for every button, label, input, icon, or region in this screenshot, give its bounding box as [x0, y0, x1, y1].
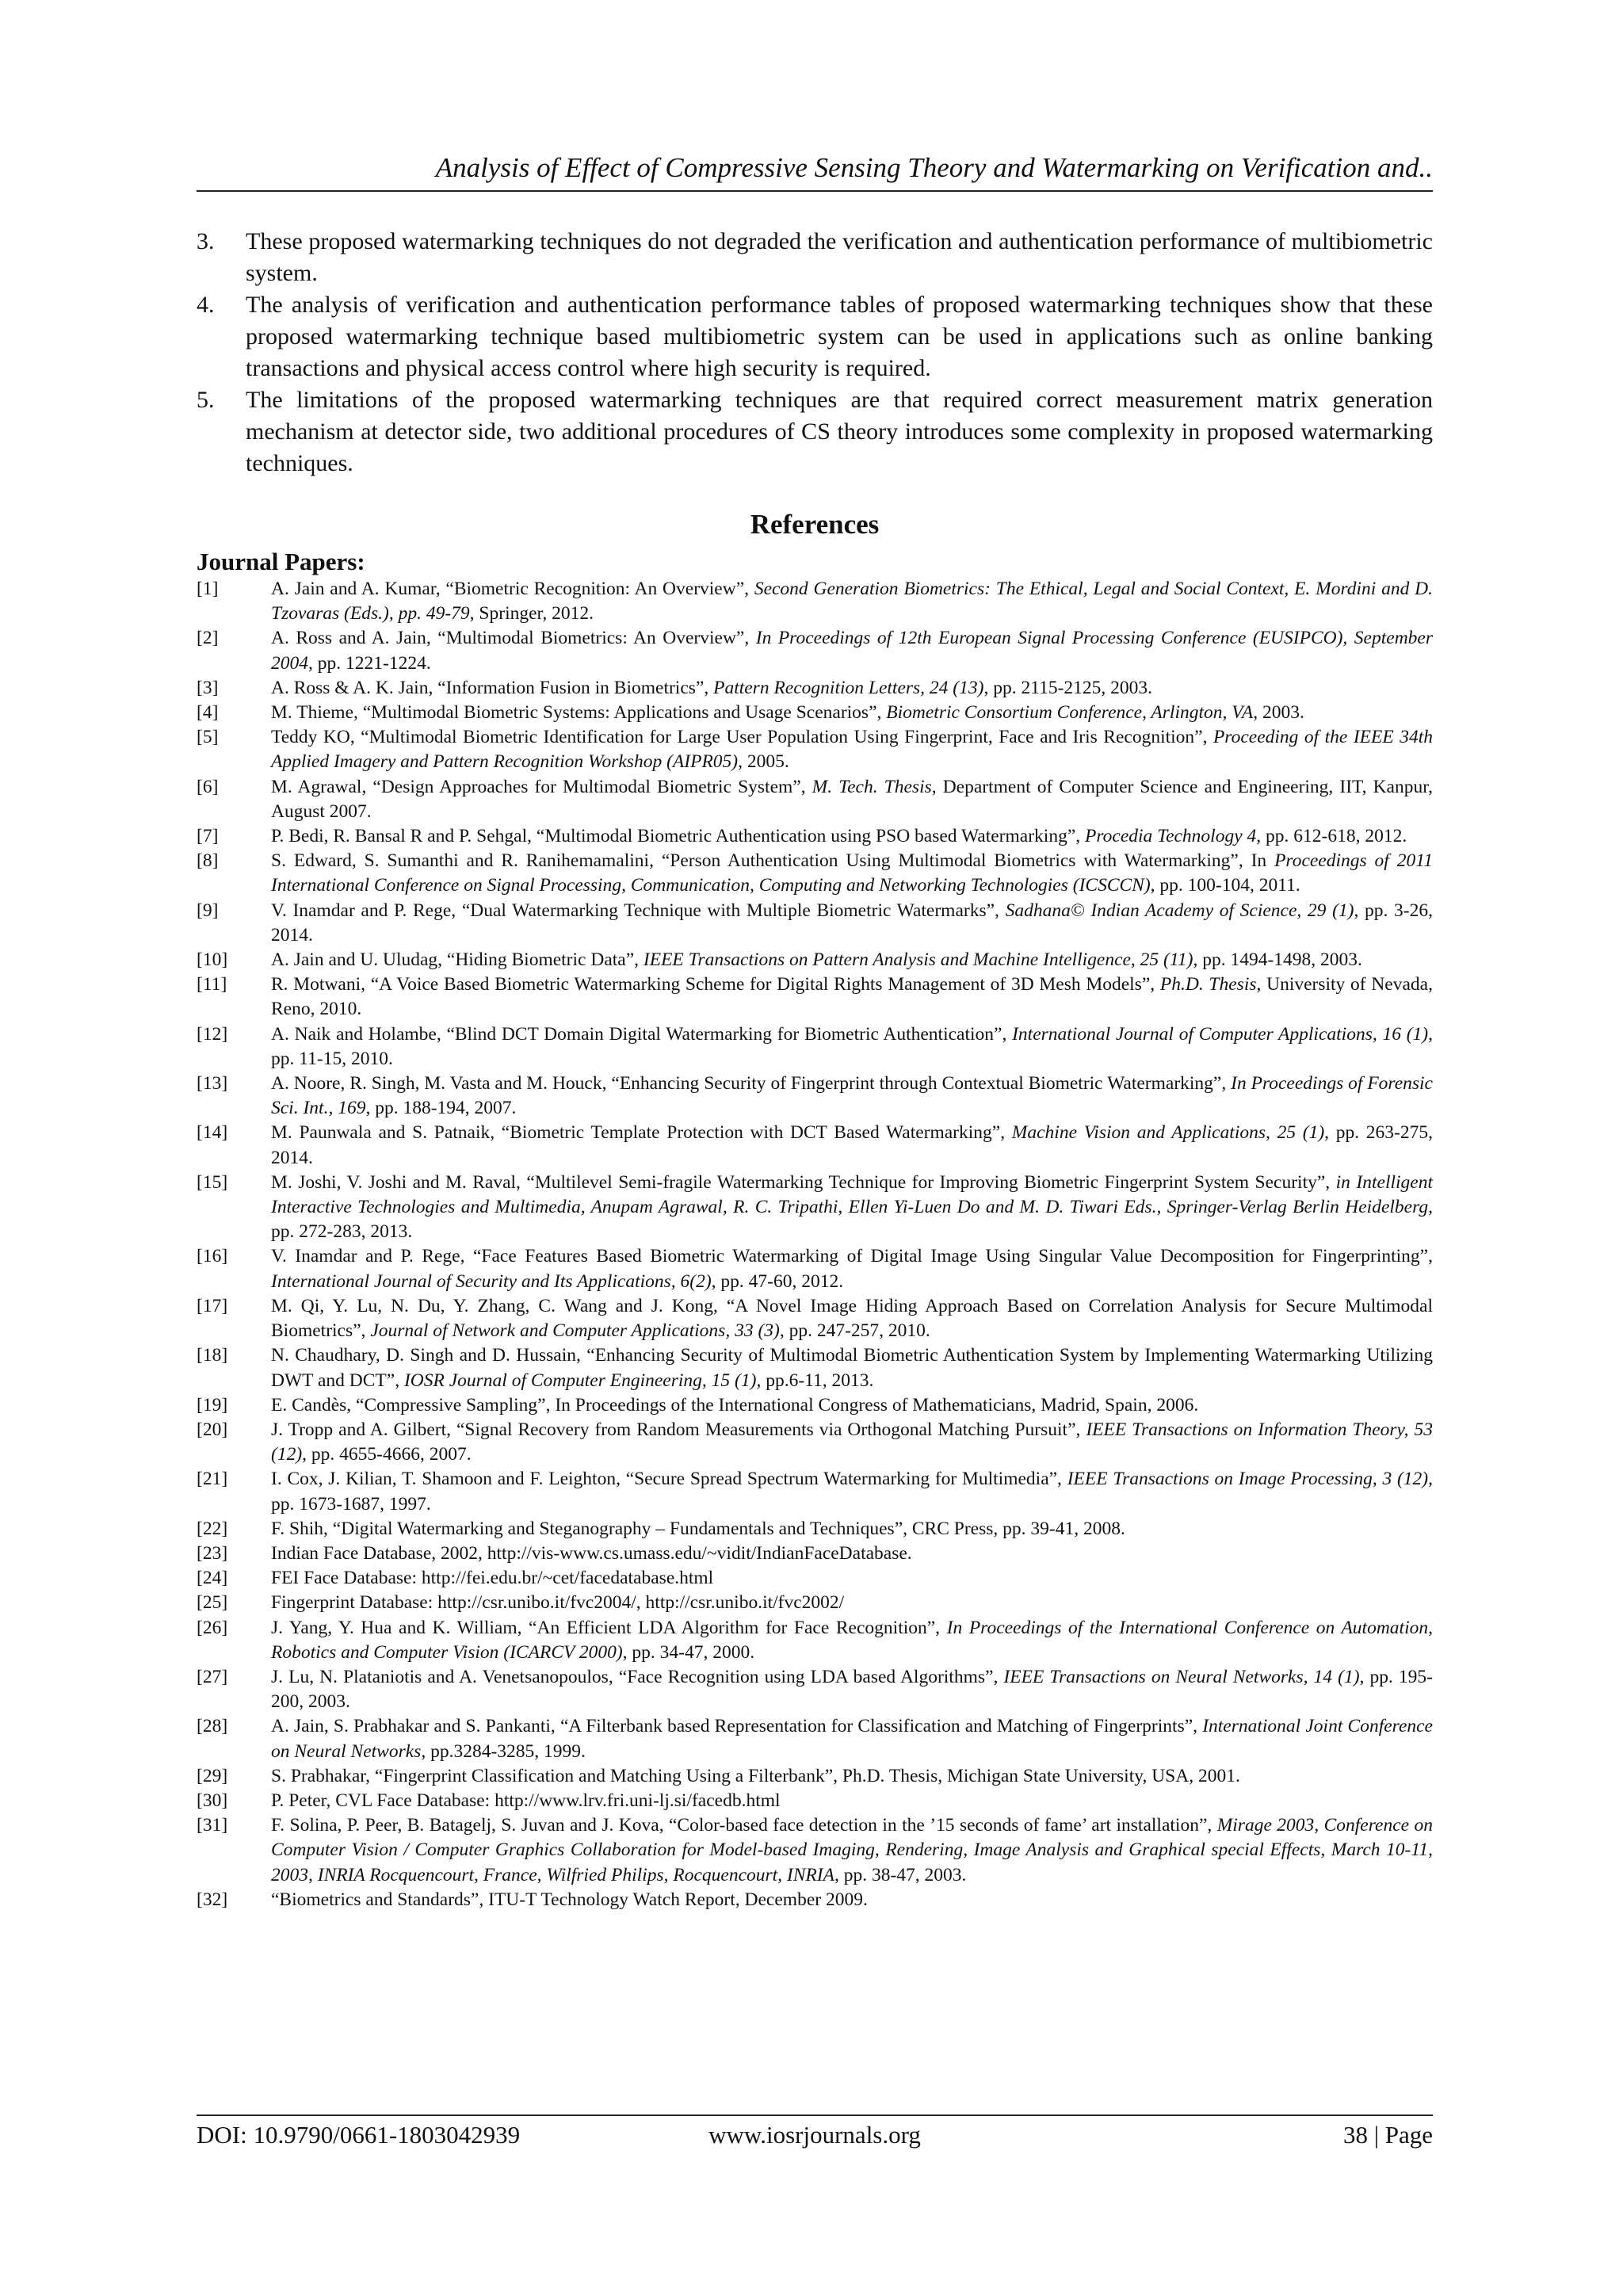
reference-number: [14] — [197, 1122, 228, 1144]
reference-number: [12] — [197, 1023, 228, 1045]
reference-text — [271, 948, 1433, 972]
reference-source: In Proceedings of 12th European Signal Processing Conference (EUSIPCO), September 2004 — [271, 628, 1433, 674]
reference-number: [21] — [197, 1469, 228, 1490]
reference-item — [197, 1171, 1433, 1245]
reference-text — [271, 577, 1433, 626]
reference-segment: M. Paunwala and S. Patnaik, “Biometric Template Protection with DCT Based Watermarking”, — [271, 1122, 1012, 1144]
reference-source: IOSR Journal of Computer Engineering, 15 (1) — [403, 1370, 757, 1391]
reference-source: Proceedings of 2011 International Conference on Signal Processing, Communication, Computing and Networking Technologies (ICSCCN) — [271, 850, 1433, 896]
reference-number: [11] — [197, 974, 227, 995]
reference-segment: , University of Nevada, Reno, 2010. — [271, 974, 1433, 1020]
reference-text — [271, 1517, 1433, 1541]
reference-item — [197, 1343, 1433, 1392]
reference-segment: A. Ross & A. K. Jain, “Information Fusion in Biometrics”, — [271, 677, 714, 698]
reference-segment: S. Edward, S. Sumanthi and R. Ranihemamalini, “Person Authentication Using Multimodal Biometrics with Watermarking”, In — [271, 850, 1275, 872]
reference-text — [271, 1072, 1433, 1121]
reference-item — [197, 676, 1433, 701]
reference-segment: A. Jain, S. Prabhakar and S. Pankanti, “A Filterbank based Representation for Classification and Matching of Fingerprints”, — [271, 1716, 1203, 1737]
reference-segment: A. Ross and A. Jain, “Multimodal Biometrics: An Overview”, — [271, 628, 756, 649]
reference-segment: A. Naik and Holambe, “Blind DCT Domain Digital Watermarking for Biometric Authentication”, — [271, 1023, 1013, 1045]
reference-text — [271, 1171, 1433, 1245]
reference-number: [7] — [197, 826, 219, 847]
reference-text — [271, 1591, 1433, 1615]
reference-segment: , pp. 11-15, 2010. — [271, 1023, 1433, 1069]
reference-text — [271, 899, 1433, 948]
reference-number: [3] — [197, 677, 219, 698]
reference-number: [10] — [197, 949, 228, 971]
reference-number: [27] — [197, 1666, 228, 1687]
reference-text — [271, 1665, 1433, 1714]
reference-segment: E. Candès, “Compressive Sampling”, In Proceedings of the International Congress of Mathematicians, Madrid, Spain, 2006. — [271, 1394, 1199, 1415]
reference-segment: V. Inamdar and P. Rege, “Dual Watermarking Technique with Multiple Biometric Watermarks”, — [271, 900, 1006, 921]
reference-source: M. Tech. Thesis — [812, 776, 932, 797]
reference-item — [197, 948, 1433, 972]
reference-item — [197, 1244, 1433, 1293]
reference-segment: , pp. 47-60, 2012. — [711, 1270, 844, 1292]
reference-number: [32] — [197, 1889, 228, 1910]
reference-segment: , pp. 1221-1224. — [308, 652, 431, 674]
reference-segment: , pp. 34-47, 2000. — [622, 1641, 755, 1663]
reference-item — [197, 1789, 1433, 1813]
reference-item — [197, 972, 1433, 1022]
reference-number: [15] — [197, 1171, 228, 1193]
reference-item — [197, 1121, 1433, 1170]
reference-number: [30] — [197, 1790, 228, 1811]
conclusion-item — [197, 226, 1433, 289]
reference-source: International Journal of Computer Applications, 16 (1) — [1012, 1023, 1429, 1045]
reference-segment: , pp. 4655-4666, 2007. — [302, 1444, 472, 1465]
reference-source: International Joint Conference on Neural Networks — [271, 1716, 1433, 1762]
reference-source: Sadhana© Indian Academy of Science, 29 (1) — [1005, 900, 1354, 921]
reference-number: [24] — [197, 1568, 228, 1589]
reference-segment: Indian Face Database, 2002, http://vis-www.cs.umass.edu/~vidit/IndianFaceDatabase. — [271, 1542, 912, 1564]
reference-text — [271, 1393, 1433, 1418]
reference-segment: F. Shih, “Digital Watermarking and Steganography – Fundamentals and Techniques”, CRC Press, pp. 39-41, 2008. — [271, 1518, 1125, 1539]
reference-item — [197, 1591, 1433, 1615]
reference-text — [271, 1616, 1433, 1665]
reference-source: Machine Vision and Applications, 25 (1) — [1011, 1122, 1325, 1144]
reference-segment: “Biometrics and Standards”, ITU-T Technology Watch Report, December 2009. — [271, 1889, 868, 1910]
reference-source: In Proceedings of Forensic Sci. Int., 169 — [271, 1073, 1433, 1119]
reference-segment: , 2003. — [1253, 702, 1304, 724]
reference-segment: Fingerprint Database: http://csr.unibo.it/fvc2004/, http://csr.unibo.it/fvc2002/ — [271, 1592, 845, 1614]
reference-segment: M. Joshi, V. Joshi and M. Raval, “Multilevel Semi-fragile Watermarking Technique for Improving Biometric Fingerprint System Security”, — [271, 1171, 1336, 1193]
reference-number: [5] — [197, 727, 219, 748]
reference-source: In Proceedings of the International Conference on Automation, Robotics and Computer Vision (ICARCV 2000) — [271, 1617, 1433, 1663]
reference-item — [197, 1813, 1433, 1888]
reference-item — [197, 1616, 1433, 1665]
reference-segment: I. Cox, J. Kilian, T. Shamoon and F. Leighton, “Secure Spread Spectrum Watermarking for Multimedia”, — [271, 1469, 1067, 1490]
footer-site-link[interactable]: www.iosrjournals.org — [708, 2121, 921, 2149]
conclusion-list — [197, 226, 1433, 479]
reference-source: Journal of Network and Computer Applications, 33 (3) — [370, 1320, 780, 1342]
references-heading: References — [750, 509, 880, 540]
reference-item — [197, 1764, 1433, 1789]
reference-number: [20] — [197, 1419, 228, 1440]
reference-segment: , pp. 3-26, 2014. — [271, 900, 1433, 946]
reference-source: IEEE Transactions on Neural Networks, 14 (1) — [1003, 1666, 1360, 1687]
reference-item — [197, 824, 1433, 849]
reference-segment: F. Solina, P. Peer, B. Batagelj, S. Juvan and J. Kova, “Color-based face detection in the ’15 seconds of fame’ art installation”, — [271, 1815, 1217, 1836]
reference-segment: FEI Face Database: http://fei.edu.br/~cet/facedatabase.html — [271, 1568, 714, 1589]
footer-page-number: 38 | Page — [1343, 2121, 1433, 2149]
reference-number: [19] — [197, 1394, 228, 1415]
reference-number: [2] — [197, 628, 219, 649]
reference-number: [26] — [197, 1617, 228, 1638]
reference-source: Biometric Consortium Conference, Arlington, VA — [886, 702, 1254, 724]
reference-item — [197, 1393, 1433, 1418]
reference-text — [271, 1764, 1433, 1789]
reference-source: Pattern Recognition Letters, 24 (13) — [713, 677, 984, 698]
reference-item — [197, 1072, 1433, 1121]
reference-item — [197, 849, 1433, 898]
reference-number: [23] — [197, 1542, 228, 1564]
reference-number: [9] — [197, 900, 219, 921]
reference-source: Second Generation Biometrics: The Ethical, Legal and Social Context, E. Mordini and D. Tzovaras (Eds.), pp. 49-79 — [271, 579, 1433, 625]
reference-text — [271, 1244, 1433, 1293]
header-rule — [197, 190, 1433, 192]
reference-segment: A. Jain and A. Kumar, “Biometric Recognition: An Overview”, — [271, 579, 754, 599]
reference-segment: , pp. 100-104, 2011. — [1150, 875, 1300, 896]
reference-segment: , 2005. — [738, 751, 789, 773]
journal-papers-label: Journal Papers: — [197, 548, 365, 575]
reference-text — [271, 676, 1433, 701]
reference-item — [197, 1714, 1433, 1763]
reference-segment: M. Thieme, “Multimodal Biometric Systems: Applications and Usage Scenarios”, — [271, 702, 887, 724]
reference-list — [197, 577, 1433, 1912]
conclusion-number: 5. — [197, 387, 215, 413]
reference-text — [271, 1022, 1433, 1072]
page-footer — [197, 2119, 1433, 2151]
conclusion-item — [197, 384, 1433, 479]
reference-text — [271, 1343, 1433, 1392]
reference-segment: P. Peter, CVL Face Database: http://www.lrv.fri.uni-lj.si/facedb.html — [271, 1790, 781, 1811]
reference-text — [271, 849, 1433, 898]
reference-text — [271, 824, 1433, 849]
reference-source: IEEE Transactions on Information Theory, 53 (12) — [271, 1419, 1433, 1465]
reference-item — [197, 775, 1433, 824]
reference-segment: , pp. 188-194, 2007. — [365, 1098, 517, 1119]
reference-item — [197, 1888, 1433, 1912]
reference-number: [1] — [197, 579, 219, 599]
conclusion-text: The analysis of verification and authentication performance tables of proposed watermarking techniques show that these proposed watermarking technique based multibiometric system can be used in applications such as online banking transactions and physical access control where high security is required. — [246, 292, 1433, 381]
reference-segment: , pp. 272-283, 2013. — [271, 1197, 1433, 1243]
reference-source: IEEE Transactions on Pattern Analysis and Machine Intelligence, 25 (11) — [643, 949, 1193, 971]
reference-item — [197, 1022, 1433, 1072]
reference-item — [197, 1467, 1433, 1516]
reference-text — [271, 626, 1433, 675]
reference-text — [271, 1714, 1433, 1763]
reference-text — [271, 1418, 1433, 1467]
reference-source: Mirage 2003, Conference on Computer Vision / Computer Graphics Collaboration for Model-based Imaging, Rendering, Image Analysis and Graphical special Effects, March 10-11, 2003, INRIA Rocquencourt, France, Wilfried Philips, Rocquencourt, INRIA — [271, 1815, 1433, 1885]
reference-text — [271, 701, 1433, 725]
reference-segment: Teddy KO, “Multimodal Biometric Identification for Large User Population Using Fingerprint, Face and Iris Recognition”, — [271, 727, 1213, 748]
reference-item — [197, 1566, 1433, 1591]
reference-text — [271, 1813, 1433, 1888]
reference-segment: V. Inamdar and P. Rege, “Face Features Based Biometric Watermarking of Digital Image Using Singular Value Decomposition for Fingerprinting”, — [271, 1246, 1433, 1267]
reference-segment: N. Chaudhary, D. Singh and D. Hussain, “Enhancing Security of Multimodal Biometric Authentication System by Implementing Watermarking Utilizing DWT and DCT”, — [271, 1345, 1433, 1391]
reference-item — [197, 1517, 1433, 1541]
reference-item — [197, 1294, 1433, 1343]
reference-number: [29] — [197, 1765, 228, 1786]
reference-segment: S. Prabhakar, “Fingerprint Classification and Matching Using a Filterbank”, Ph.D. Thesis, Michigan State University, USA, 2001. — [271, 1765, 1240, 1786]
reference-number: [22] — [197, 1518, 228, 1539]
reference-number: [6] — [197, 776, 219, 797]
reference-source: Ph.D. Thesis — [1159, 974, 1257, 995]
reference-number: [25] — [197, 1592, 228, 1614]
reference-number: [8] — [197, 850, 219, 872]
reference-item — [197, 1541, 1433, 1566]
reference-item — [197, 626, 1433, 675]
reference-text — [271, 1294, 1433, 1343]
reference-segment: , Springer, 2012. — [469, 603, 594, 625]
reference-number: [13] — [197, 1073, 228, 1095]
reference-segment: M. Qi, Y. Lu, N. Du, Y. Zhang, C. Wang and J. Kong, “A Novel Image Hiding Approach Based on Correlation Analysis for Secure Multimodal Biometrics”, — [271, 1295, 1433, 1342]
reference-item — [197, 725, 1433, 774]
reference-text — [271, 775, 1433, 824]
reference-segment: , pp. 1494-1498, 2003. — [1193, 949, 1362, 971]
reference-segment: , pp. 263-275, 2014. — [271, 1122, 1433, 1168]
reference-segment: , pp.6-11, 2013. — [756, 1370, 874, 1391]
running-header: Analysis of Effect of Compressive Sensing Theory and Watermarking on Verification and.. — [435, 152, 1433, 183]
conclusion-text: The limitations of the proposed watermarking techniques are that required correct measurement matrix generation mechanism at detector side, two additional procedures of CS theory introduces some complexity in proposed watermarking techniques. — [246, 387, 1433, 476]
conclusion-number: 3. — [197, 228, 215, 254]
footer-doi: DOI: 10.9790/0661-1803042939 — [197, 2121, 521, 2149]
reference-segment: J. Lu, N. Plataniotis and A. Venetsanopoulos, “Face Recognition using LDA based Algorithms”, — [271, 1666, 1004, 1687]
reference-segment: , pp. 1673-1687, 1997. — [271, 1469, 1433, 1515]
reference-segment: M. Agrawal, “Design Approaches for Multimodal Biometric System”, — [271, 776, 812, 797]
reference-segment: , pp. 247-257, 2010. — [779, 1320, 930, 1342]
reference-segment: J. Tropp and A. Gilbert, “Signal Recovery from Random Measurements via Orthogonal Matching Pursuit”, — [271, 1419, 1086, 1440]
reference-text — [271, 1566, 1433, 1591]
reference-text — [271, 725, 1433, 774]
reference-segment: A. Jain and U. Uludag, “Hiding Biometric Data”, — [271, 949, 643, 971]
reference-segment: A. Noore, R. Singh, M. Vasta and M. Houck, “Enhancing Security of Fingerprint through Contextual Biometric Watermarking”, — [271, 1073, 1232, 1095]
reference-text — [271, 972, 1433, 1022]
reference-source: in Intelligent Interactive Technologies and Multimedia, Anupam Agrawal, R. C. Tripathi, Ellen Yi-Luen Do and M. D. Tiwari Eds., Springer-Verlag Berlin Heidelberg — [271, 1171, 1433, 1218]
reference-text — [271, 1541, 1433, 1566]
reference-item — [197, 577, 1433, 626]
reference-segment: , pp. 38-47, 2003. — [834, 1864, 967, 1885]
reference-item — [197, 1418, 1433, 1467]
footer-rule — [197, 2115, 1433, 2116]
reference-segment: , pp. 2115-2125, 2003. — [983, 677, 1153, 698]
reference-text — [271, 1789, 1433, 1813]
reference-segment: R. Motwani, “A Voice Based Biometric Watermarking Scheme for Digital Rights Management of 3D Mesh Models”, — [271, 974, 1160, 995]
reference-segment: P. Bedi, R. Bansal R and P. Sehgal, “Multimodal Biometric Authentication using PSO based Watermarking”, — [271, 826, 1086, 847]
conclusion-item — [197, 289, 1433, 384]
reference-item — [197, 899, 1433, 948]
reference-source: Proceeding of the IEEE 34th Applied Imagery and Pattern Recognition Workshop (AIPR05) — [271, 727, 1433, 773]
conclusion-text: These proposed watermarking techniques do not degraded the verification and authentication performance of multibiometric system. — [246, 228, 1433, 286]
reference-segment: , pp. 612-618, 2012. — [1256, 826, 1407, 847]
reference-item — [197, 1665, 1433, 1714]
reference-segment: , pp. 195-200, 2003. — [271, 1666, 1434, 1713]
reference-text — [271, 1888, 1433, 1912]
paper-page — [197, 0, 1433, 2296]
reference-source: IEEE Transactions on Image Processing, 3 (12) — [1067, 1469, 1429, 1490]
reference-segment: , Department of Computer Science and Engineering, IIT, Kanpur, August 2007. — [271, 776, 1433, 822]
reference-number: [18] — [197, 1345, 228, 1366]
reference-number: [16] — [197, 1246, 228, 1267]
reference-text — [271, 1467, 1433, 1516]
reference-text — [271, 1121, 1433, 1170]
conclusion-number: 4. — [197, 292, 215, 318]
reference-source: Procedia Technology 4 — [1085, 826, 1257, 847]
reference-number: [4] — [197, 702, 219, 724]
reference-segment: , pp.3284-3285, 1999. — [421, 1740, 586, 1762]
reference-number: [28] — [197, 1716, 228, 1737]
reference-number: [17] — [197, 1295, 228, 1316]
reference-source: International Journal of Security and Its Applications, 6(2) — [271, 1270, 712, 1292]
reference-segment: J. Yang, Y. Hua and K. William, “An Efficient LDA Algorithm for Face Recognition”, — [271, 1617, 947, 1638]
reference-item — [197, 701, 1433, 725]
reference-number: [31] — [197, 1815, 228, 1836]
